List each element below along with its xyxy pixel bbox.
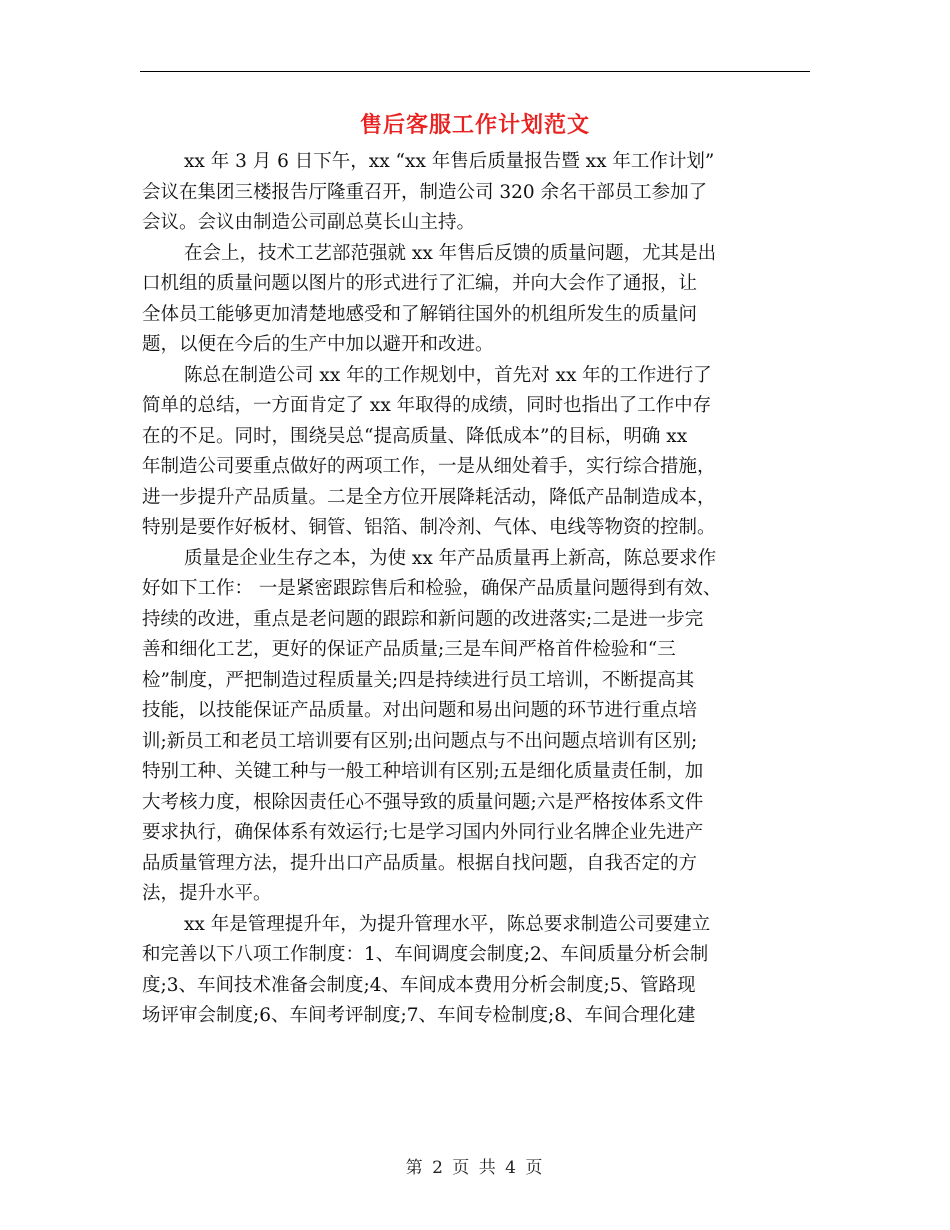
paragraph-line: 和完善以下八项工作制度：1、车间调度会制度;2、车间质量分析会制	[142, 944, 709, 965]
paragraph-line: 口机组的质量问题以图片的形式进行了汇编，并向大会作了通报，让	[142, 273, 698, 294]
paragraph-line: 在的不足。同时，围绕吴总“提高质量、降低成本”的目标，明确 xx	[142, 425, 688, 447]
paragraph-line: 善和细化工艺，更好的保证产品质量;三是车间严格首件检验和“三	[142, 639, 676, 660]
paragraph-line: 持续的改进，重点是老问题的跟踪和新问题的改进落实;二是进一步完	[142, 608, 704, 630]
header-rule	[140, 71, 810, 72]
paragraph-first-line: xx 年是管理提升年，为提升管理水平，陈总要求制造公司要建立	[184, 913, 711, 935]
paragraph-line: 要求执行，确保体系有效运行;七是学习国内外同行业名牌企业先进产	[142, 822, 704, 843]
document-body	[142, 147, 810, 1032]
paragraph-first-line: 陈总在制造公司 xx 年的工作规划中，首先对 xx 年的工作进行了	[184, 364, 712, 386]
paragraph-line: 训;新员工和老员工培训要有区别;出问题点与不出问题点培训有区别;	[142, 730, 698, 752]
paragraph-line: 品质量管理方法，提升出口产品质量。根据自找问题，自我否定的方	[142, 852, 698, 874]
paragraph-line: 场评审会制度;6、车间考评制度;7、车间专检制度;8、车间合理化建	[142, 1005, 696, 1026]
paragraph-first-line: xx 年 3 月 6 日下午，xx “xx 年售后质量报告暨 xx 年工作计划”	[184, 151, 715, 172]
paragraph-line: 会议。会议由制造公司副总莫长山主持。	[142, 212, 476, 233]
paragraph-line: 特别是要作好板材、铜管、铝箔、制冷剂、气体、电线等物资的控制。	[142, 517, 716, 538]
paragraph-first-line: 在会上，技术工艺部范强就 xx 年售后反馈的质量问题，尤其是出	[184, 242, 717, 264]
paragraph-line: 特别工种、关键工种与一般工种培训有区别;五是细化质量责任制，加	[142, 761, 704, 782]
paragraph-line: 全体员工能够更加清楚地感受和了解销往国外的机组所发生的质量问	[142, 303, 698, 325]
paragraph-line: 技能，以技能保证产品质量。对出问题和易出问题的环节进行重点培	[142, 700, 698, 721]
paragraph-line: 大考核力度，根除因责任心不强导致的质量问题;六是严格按体系文件	[142, 791, 704, 813]
paragraph-line: 法，提升水平。	[142, 883, 272, 904]
paragraph-first-line: 质量是企业生存之本，为使 xx 年产品质量再上新高，陈总要求作	[184, 547, 717, 569]
page-number-footer: 第 2 页 共 4 页	[405, 1158, 545, 1178]
paragraph-line: 进一步提升产品质量。二是全方位开展降耗活动，降低产品制造成本，	[142, 486, 716, 508]
paragraph-line: 题，以便在今后的生产中加以避开和改进。	[142, 334, 494, 355]
paragraph-line: 年制造公司要重点做好的两项工作，一是从细处着手，实行综合措施，	[142, 456, 716, 477]
paragraph-line: 度;3、车间技术准备会制度;4、车间成本费用分析会制度;5、管路现	[142, 974, 696, 996]
paragraph-line: 会议在集团三楼报告厅隆重召开，制造公司 320 余名干部员工参加了	[142, 181, 708, 203]
paragraph-line: 好如下工作： 一是紧密跟踪售后和检验，确保产品质量问题得到有效、	[142, 578, 722, 599]
paragraph-line: 简单的总结，一方面肯定了 xx 年取得的成绩，同时也指出了工作中存	[142, 395, 712, 416]
paragraph-line: 检”制度，严把制造过程质量关;四是持续进行员工培训，不断提高其	[142, 669, 695, 691]
document-title: 售后客服工作计划范文	[359, 112, 590, 138]
